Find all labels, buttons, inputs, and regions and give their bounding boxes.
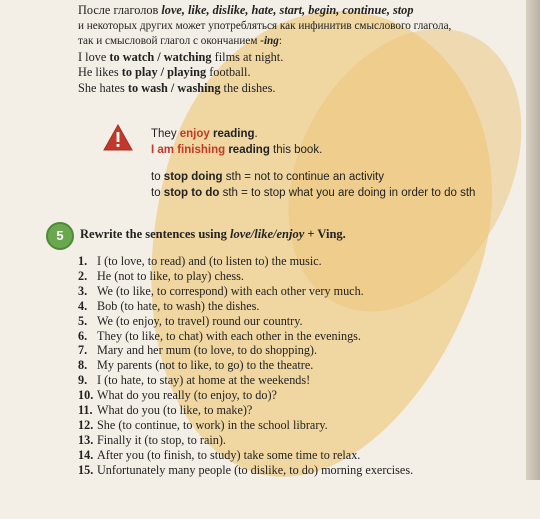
grammar-example: She hates to wash / washing the dishes. [78, 80, 276, 95]
item-text: We (to like, to correspond) with each other very much. [97, 283, 364, 298]
list-item [78, 403, 518, 418]
item-text: He (not to like, to play) chess. [97, 268, 244, 283]
item-number: 9. [78, 373, 88, 388]
exercise-list [78, 254, 518, 478]
item-text: My parents (not to like, to go) to the theatre. [97, 358, 314, 373]
item-text: Unfortunately many people (to dislike, to do) morning exercises. [97, 462, 414, 477]
list-item [78, 463, 518, 478]
item-number: 3. [78, 283, 88, 298]
item-number: 8. [78, 358, 88, 373]
item-text: We (to enjoy, to travel) round our country. [97, 313, 303, 328]
grammar-rule-line: так и смысловой глагол с окончанием -ing: [78, 35, 282, 47]
exercise-instruction: Rewrite the sentences using love/like/enjoy + Ving. [80, 227, 346, 241]
tip-example: I am finishing reading this book. [151, 144, 323, 156]
item-text: I (to love, to read) and (to listen to) the music. [97, 254, 322, 268]
item-number: 6. [78, 328, 88, 343]
item-number: 14. [78, 447, 94, 462]
item-text: After you (to finish, to study) take some time to relax. [97, 447, 361, 462]
warning-icon [103, 124, 133, 151]
list-item [78, 358, 518, 373]
item-number: 15. [78, 462, 94, 477]
item-number: 12. [78, 417, 94, 432]
exercise-header [46, 222, 516, 248]
list-item [78, 388, 518, 403]
list-item [78, 284, 518, 299]
item-text: What do you really (to enjoy, to do)? [97, 388, 277, 403]
list-item [78, 448, 518, 463]
item-number: 4. [78, 298, 88, 313]
item-number: 13. [78, 432, 94, 447]
item-text: Mary and her mum (to love, to do shopping). [97, 343, 318, 358]
item-text: What do you (to like, to make)? [97, 403, 253, 418]
ing-suffix: -ing [260, 35, 279, 47]
grammar-rule-line: После глаголов love, like, dislike, hate, start, begin, continue, stop [78, 3, 414, 17]
tip-definition: to stop to do sth = to stop what you are doing in order to do sth [151, 187, 476, 199]
tip-definition: to stop doing sth = not to continue an activity [151, 171, 384, 183]
list-item [78, 373, 518, 388]
item-number: 2. [78, 268, 88, 283]
grammar-note [78, 3, 528, 96]
item-text: Bob (to hate, to wash) the dishes. [97, 298, 260, 313]
item-text: Finally it (to stop, to rain). [97, 432, 226, 447]
list-item [78, 343, 518, 358]
item-number: 11. [78, 403, 93, 418]
item-number: 5. [78, 313, 88, 328]
item-number: 10. [78, 388, 94, 403]
list-item [78, 314, 518, 329]
item-text: She (to continue, to work) in the school library. [97, 417, 328, 432]
exercise-number-badge: 5 [46, 222, 74, 250]
list-item [78, 329, 518, 344]
tip-example: They enjoy reading. [151, 128, 258, 140]
item-text: I (to hate, to stay) at home at the weekends! [97, 373, 311, 388]
grammar-example: I love to watch / watching films at night. [78, 49, 284, 64]
item-number: 1. [78, 254, 88, 268]
item-number: 7. [78, 343, 88, 358]
list-item [78, 299, 518, 314]
list-item [78, 269, 518, 284]
list-item [78, 254, 518, 269]
list-item [78, 418, 518, 433]
list-item [78, 433, 518, 448]
grammar-example: He likes to play / playing football. [78, 65, 251, 79]
verb-list: love, like, dislike, hate, start, begin, continue, stop [161, 3, 414, 17]
item-text: They (to like, to chat) with each other in the evenings. [97, 328, 361, 343]
grammar-rule-line: и некоторых других может употребляться как инфинитив смыслового глагола, [78, 19, 452, 32]
